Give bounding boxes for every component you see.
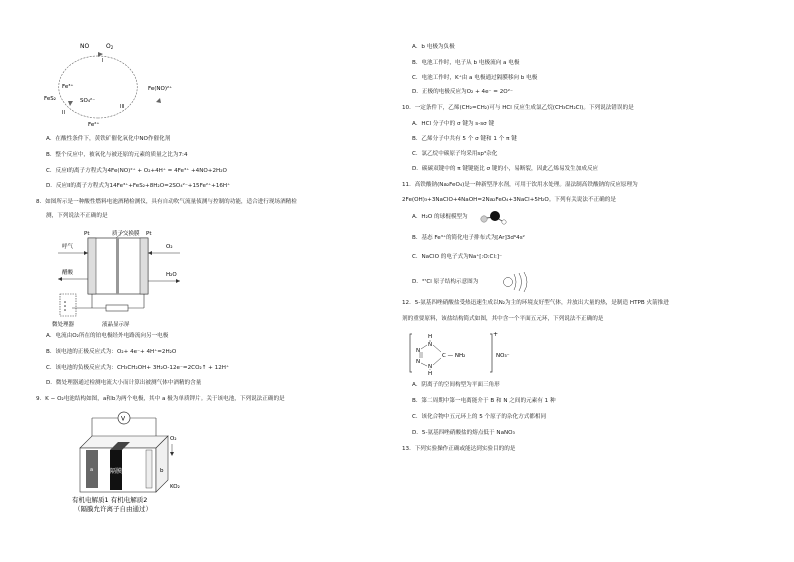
fe-no-label: Fe(NO)²⁺	[148, 86, 173, 92]
h-bottom-label: H	[428, 371, 433, 376]
h-top-label: H	[428, 334, 433, 340]
o2-label: O2	[106, 43, 114, 50]
q13-stem: 13．下列实验操作正确或能达到实验目的的是	[402, 446, 516, 452]
nitrate-label: NO₃⁻	[496, 353, 510, 359]
h2o-label: H₂O	[166, 272, 177, 278]
no-label: NO	[80, 43, 90, 50]
catalytic-cycle-diagram	[40, 38, 210, 138]
chlorine-atom-structure-diagram	[500, 270, 534, 294]
q9-option-b: B．电池工作时，电子从 b 电极流向 a 电极	[412, 60, 520, 66]
membrane-note: （隔膜允许离子自由通过）	[74, 505, 152, 512]
n-label-3: N	[416, 359, 421, 365]
q7-option-c: C．反应I的离子方程式为4Fe(NO)²⁺ + O₂+4H⁺ = 4Fe³⁺ +4NO+2H₂O	[46, 168, 227, 174]
pt-left-label: Pt	[84, 231, 90, 237]
fuel-cell-diagram	[44, 226, 194, 330]
n-label-1: N	[428, 342, 433, 348]
so4-label: SO₄²⁻	[80, 98, 96, 104]
water-ball-stick-model	[478, 208, 508, 226]
q12-option-c: C．该化合物中五元环上的 5 个原子的杂化方式都相同	[412, 414, 547, 420]
fes2-label: FeS₂	[44, 96, 56, 102]
q8-stem-line2: 测，下列说法不正确的是	[46, 213, 108, 219]
electrolyte-label: 有机电解质1 有机电解质2	[72, 496, 148, 504]
n-label-4: N	[428, 364, 433, 370]
q12-option-b: B．第二周期中第一电离能介于 B 和 N 之间的元素有 1 种	[412, 398, 556, 404]
q7-option-a: A．在酸性条件下，黄铁矿催化氧化中NO作催化剂	[46, 136, 171, 142]
q9-stem: 9．K − O₂电池结构如图，a和b为两个电极，其中 a 极为单质钾片。关于该电池，下列说法正确的是	[36, 396, 285, 402]
q10-option-a: A．HCl 分子中的 σ 键为 s-sσ 键	[412, 121, 495, 127]
voltmeter-label: V	[121, 415, 126, 423]
breath-label: 呼气	[62, 244, 74, 250]
o2-label: O₂	[166, 244, 173, 250]
c-nh2-label: C — NH₂	[442, 353, 466, 359]
q11-option-c: C．NaClO 的电子式为Na⁺[:O:Cl:]⁻	[412, 254, 503, 260]
n-label-2: N	[416, 348, 421, 354]
electrode-b-label: b	[160, 468, 164, 474]
q8-stem-line1: 8．如图所示是一种酸性燃料电池酒精检测仪，具有自动吹气流量侦测与控制的功能，适合进行现场酒精检	[36, 199, 297, 205]
q8-option-a: A．电流由O₂所在的铂电极经外电路流向另一电极	[46, 333, 169, 339]
q11-option-b: B．基态 Fe³⁺的简化电子排布式为[Ar]3d⁶4s²	[412, 235, 525, 241]
q7-option-d: D．反应II的离子方程式为14Fe³⁺+FeS₂+8H₂O=2SO₄²⁻+15Fe²⁺+16H⁺	[46, 183, 231, 189]
q10-stem: 10．一定条件下，乙烯(CH₂=CH₂)可与 HCl 反应生成氯乙烷(CH₃CH₂Cl)。下列说法错误的是	[402, 105, 634, 111]
q12-option-d: D．5-氨基四唑硝酸盐的熔点低于 NaNO₃	[412, 430, 515, 436]
aminotetrazole-nitrate-structure	[408, 330, 528, 376]
q10-option-c: C．氯乙烷中碳原子均采用sp³杂化	[412, 151, 498, 157]
k-o2-battery-diagram	[60, 408, 200, 512]
ko2-label: KO₂	[170, 484, 180, 490]
membrane-label: 质子交换膜	[112, 231, 140, 237]
q11-stem-line1: 11．高铁酸钠(Na₂FeO₄)是一种新型净水剂，可用于饮用水处理。湿法制高铁酸钠的反应原理为	[402, 182, 638, 188]
q9-option-c: C．电池工作时，K⁺由 a 电极通过隔膜移向 b 电极	[412, 75, 538, 81]
q8-option-b: B．该电池的正极反应式为：O₂+ 4e⁻+ 4H⁺=2H₂O	[46, 349, 177, 355]
q12-option-a: A．阴离子的空间构型为平面三角形	[412, 382, 500, 388]
q11-option-d: D．³⁷Cl 原子结构示意图为	[412, 279, 479, 285]
q11-stem-line2: 2Fe(OH)₃+3NaClO+4NaOH=2Na₂FeO₄+3NaCl+5H₂O。下列有关说法不正确的是	[402, 197, 616, 203]
q12-stem-line1: 12．5-氨基四唑硝酸盐受热迅速生成以N₂为主的环境友好型气体，并放出大量的热，是制造 HTPB 火箭推进	[402, 300, 669, 306]
roman-3: III	[120, 104, 125, 110]
q8-option-d: D．微处理器通过检测电流大小而计算出被测气体中酒精的含量	[46, 380, 202, 386]
pt-right-label: Pt	[146, 231, 152, 237]
processor-label: 微处理器	[52, 322, 75, 328]
o2-label: O₂	[170, 436, 177, 442]
roman-2: II	[62, 110, 65, 116]
fe3-label: Fe³⁺	[62, 84, 74, 90]
q12-stem-line2: 剂的重要原料，该盐结构简式如图，其中含一个平面五元环，下列说法不正确的是	[402, 316, 604, 322]
acetic-label: 醋酸	[62, 270, 74, 276]
q10-option-d: D．碳碳双键中的 π 键键能比 σ 键的小，易断裂，因此乙烯易发生加成反应	[412, 166, 599, 172]
electrode-a-label: a	[90, 467, 94, 473]
roman-1: I	[102, 58, 104, 64]
fe2-label: Fe²⁺	[88, 122, 100, 128]
plus-charge: +	[493, 331, 499, 338]
q10-option-b: B．乙烯分子中共有 5 个 σ 键和 1 个 π 键	[412, 136, 517, 142]
q7-option-b: B．整个反应中，被氧化与被还原的元素的质量之比为7:4	[46, 152, 188, 158]
membrane-label: 隔膜	[110, 468, 123, 475]
q9-option-a: A．b 电极为负极	[412, 44, 455, 50]
display-label: 液晶显示屏	[102, 322, 130, 328]
q8-option-c: C．该电池的负极反应式为：CH₃CH₂OH+ 3H₂O-12e⁻=2CO₂↑ + 12H⁺	[46, 365, 229, 371]
q9-option-d: D．正极的电极反应为O₂ + 4e⁻ = 2O²⁻	[412, 89, 513, 95]
q11-option-a: A．H₂O 的球棍模型为	[412, 214, 468, 220]
